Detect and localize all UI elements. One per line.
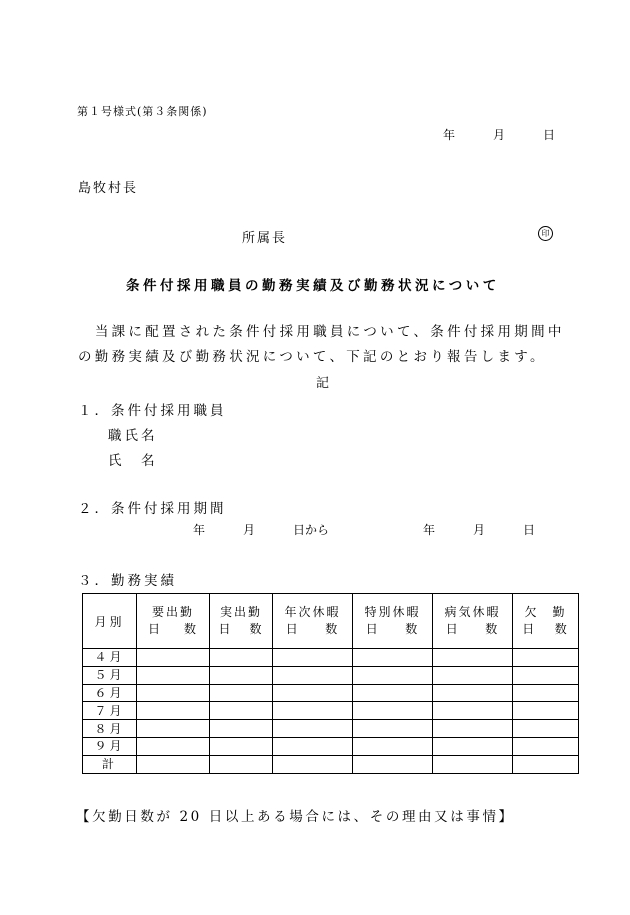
days-input-cell[interactable] — [210, 702, 273, 720]
days-input-cell[interactable] — [137, 666, 210, 684]
days-input-cell[interactable] — [273, 755, 353, 773]
month-cell: ４月 — [83, 649, 137, 667]
days-input-cell[interactable] — [210, 684, 273, 702]
section-2-heading: ２．条件付採用期間 — [78, 501, 227, 517]
seal-mark: 印 — [538, 226, 553, 241]
month-cell: 計 — [83, 755, 137, 773]
date-day: 日 — [543, 128, 556, 142]
days-input-cell[interactable] — [513, 755, 579, 773]
addressee: 島牧村長 — [78, 181, 139, 196]
table-row — [83, 702, 579, 720]
period-from-year: 年 — [193, 523, 206, 537]
table-row — [83, 649, 579, 667]
days-input-cell[interactable] — [137, 702, 210, 720]
column-sick-label: 病気休暇 — [444, 605, 501, 619]
column-unit-count: 数 — [554, 622, 569, 636]
table-header-row — [83, 594, 579, 649]
period-to-year: 年 — [423, 523, 436, 537]
table-row — [83, 666, 579, 684]
column-unit-day: 日 — [522, 622, 537, 636]
period-from-day: 日から — [293, 523, 330, 537]
days-input-cell[interactable] — [353, 702, 433, 720]
column-header-annual-leave — [273, 594, 353, 649]
column-unit-count: 数 — [249, 622, 264, 636]
period-to-day: 日 — [523, 523, 536, 537]
section-3-heading: ３．勤務実績 — [78, 573, 177, 589]
days-input-cell[interactable] — [513, 666, 579, 684]
form-number: 第１号様式(第３条関係) — [77, 105, 208, 118]
days-input-cell[interactable] — [513, 684, 579, 702]
column-header-special-leave — [353, 594, 433, 649]
column-header-required-days — [137, 594, 210, 649]
document-title: 条件付採用職員の勤務実績及び勤務状況について — [126, 278, 500, 294]
table-body — [83, 649, 579, 774]
column-unit-day: 日 — [218, 622, 233, 636]
column-unit-day: 日 — [147, 622, 162, 636]
column-header-actual-days — [210, 594, 273, 649]
body-text — [78, 320, 578, 370]
column-header-sick-leave — [433, 594, 513, 649]
days-input-cell[interactable] — [353, 737, 433, 755]
days-input-cell[interactable] — [433, 720, 513, 738]
days-input-cell[interactable] — [273, 702, 353, 720]
days-input-cell[interactable] — [137, 649, 210, 667]
table-row — [83, 684, 579, 702]
days-input-cell[interactable] — [273, 666, 353, 684]
staff-name-label: 氏 名 — [108, 453, 158, 469]
column-header-absence — [513, 594, 579, 649]
days-input-cell[interactable] — [353, 720, 433, 738]
days-input-cell[interactable] — [353, 684, 433, 702]
column-special-label: 特別休暇 — [364, 605, 421, 619]
days-input-cell[interactable] — [433, 649, 513, 667]
days-input-cell[interactable] — [273, 649, 353, 667]
days-input-cell[interactable] — [513, 720, 579, 738]
body-paragraph: 当課に配置された条件付採用職員について、条件付採用期間中の勤務実績及び勤務状況について、下記のとおり報告します。 — [78, 324, 565, 365]
month-cell: ９月 — [83, 737, 137, 755]
days-input-cell[interactable] — [433, 684, 513, 702]
date-month: 月 — [493, 128, 506, 142]
column-unit-day: 日 — [285, 622, 300, 636]
table-row — [83, 720, 579, 738]
column-unit-day: 日 — [365, 622, 380, 636]
days-input-cell[interactable] — [433, 702, 513, 720]
days-input-cell[interactable] — [137, 737, 210, 755]
days-input-cell[interactable] — [210, 649, 273, 667]
body-indent — [78, 324, 95, 340]
days-input-cell[interactable] — [210, 737, 273, 755]
days-input-cell[interactable] — [433, 755, 513, 773]
days-input-cell[interactable] — [273, 720, 353, 738]
days-input-cell[interactable] — [137, 755, 210, 773]
column-unit-count: 数 — [485, 622, 500, 636]
column-unit-count: 数 — [325, 622, 340, 636]
column-absence-label: 欠 勤 — [524, 605, 567, 619]
month-cell: ８月 — [83, 720, 137, 738]
column-annual-label: 年次休暇 — [284, 605, 341, 619]
column-header-month — [83, 594, 137, 649]
days-input-cell[interactable] — [513, 737, 579, 755]
days-input-cell[interactable] — [433, 737, 513, 755]
column-unit-count: 数 — [183, 622, 198, 636]
days-input-cell[interactable] — [353, 755, 433, 773]
days-input-cell[interactable] — [210, 720, 273, 738]
days-input-cell[interactable] — [273, 684, 353, 702]
days-input-cell[interactable] — [273, 737, 353, 755]
absence-reason-note: 【欠勤日数が 20 日以上ある場合には、その理由又は事情】 — [76, 809, 515, 825]
days-input-cell[interactable] — [353, 666, 433, 684]
work-record-table — [82, 593, 579, 774]
period-to-month: 月 — [473, 523, 486, 537]
column-unit-count: 数 — [405, 622, 420, 636]
column-required-label: 要出勤 — [151, 605, 194, 619]
days-input-cell[interactable] — [433, 666, 513, 684]
column-unit-day: 日 — [445, 622, 460, 636]
section-1-heading: １．条件付採用職員 — [78, 403, 227, 419]
period-from-month: 月 — [243, 523, 256, 537]
date-year: 年 — [443, 128, 456, 142]
ki-marker: 記 — [316, 376, 330, 391]
month-cell: ５月 — [83, 666, 137, 684]
days-input-cell[interactable] — [137, 684, 210, 702]
days-input-cell[interactable] — [137, 720, 210, 738]
days-input-cell[interactable] — [513, 649, 579, 667]
staff-title-label: 職氏名 — [108, 428, 158, 444]
table-row — [83, 755, 579, 773]
table-row — [83, 737, 579, 755]
sender-label: 所属長 — [242, 231, 288, 246]
days-input-cell[interactable] — [210, 755, 273, 773]
column-actual-label: 実出勤 — [219, 605, 262, 619]
month-cell: ７月 — [83, 702, 137, 720]
days-input-cell[interactable] — [210, 666, 273, 684]
column-month-label: 月別 — [94, 614, 125, 629]
days-input-cell[interactable] — [513, 702, 579, 720]
month-cell: ６月 — [83, 684, 137, 702]
days-input-cell[interactable] — [353, 649, 433, 667]
